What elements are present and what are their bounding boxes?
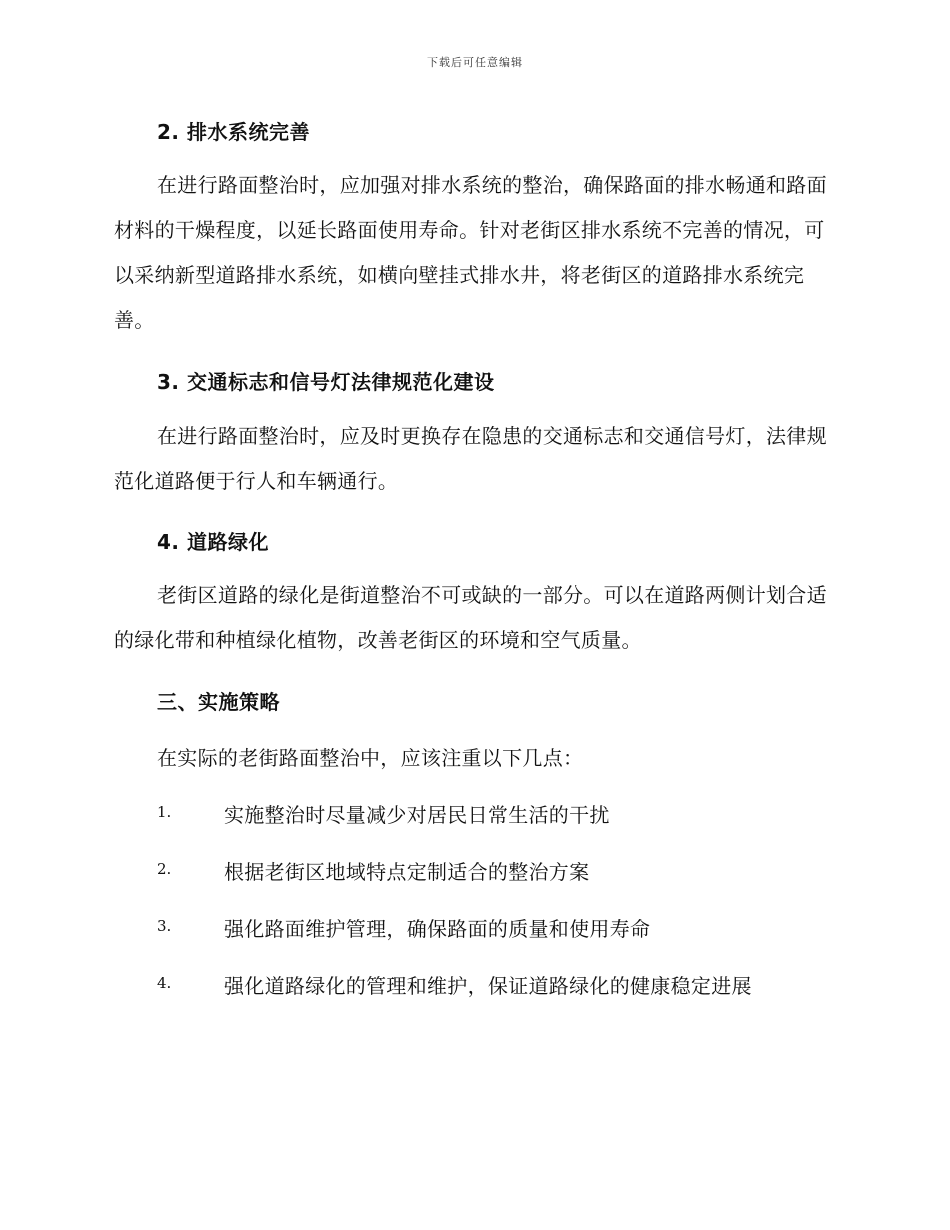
- section-heading-greening: 4. 道路绿化: [157, 530, 269, 554]
- section-heading-traffic-signs: 3. 交通标志和信号灯法律规范化建设: [157, 370, 495, 394]
- list-item-number: 3.: [157, 917, 172, 935]
- list-item-text: 强化路面维护管理，确保路面的质量和使用寿命: [224, 917, 651, 941]
- section-heading-drainage: 2. 排水系统完善: [157, 120, 310, 144]
- list-item-text: 实施整治时尽量减少对居民日常生活的干扰: [224, 803, 610, 827]
- section-paragraph-drainage: 在进行路面整治时，应加强对排水系统的整治，确保路面的排水畅通和路面材料的干燥程度，以延长路面使用寿命。针对老街区排水系统不完善的情况，可以采纳新型道路排水系统，如横向壁挂式排水井，将老街区的道路排水系统完善。: [114, 173, 827, 332]
- section-paragraph-greening: 老街区道路的绿化是街道整治不可或缺的一部分。可以在道路两侧计划合适的绿化带和种植绿化植物，改善老街区的环境和空气质量。: [114, 583, 827, 652]
- strategy-heading: 三、实施策略: [157, 690, 280, 714]
- list-item-text: 强化道路绿化的管理和维护，保证道路绿化的健康稳定进展: [224, 974, 752, 998]
- section-paragraph-traffic-signs: 在进行路面整治时，应及时更换存在隐患的交通标志和交通信号灯，法律规范化道路便于行人和车辆通行。: [114, 424, 827, 493]
- list-item-number: 2.: [157, 860, 172, 878]
- strategy-intro: 在实际的老街路面整治中，应该注重以下几点：: [157, 746, 584, 770]
- list-item-text: 根据老街区地域特点定制适合的整治方案: [224, 860, 590, 884]
- page-header: 下载后可任意编辑: [427, 56, 523, 69]
- list-item-number: 1.: [157, 803, 172, 821]
- list-item-number: 4.: [157, 974, 172, 992]
